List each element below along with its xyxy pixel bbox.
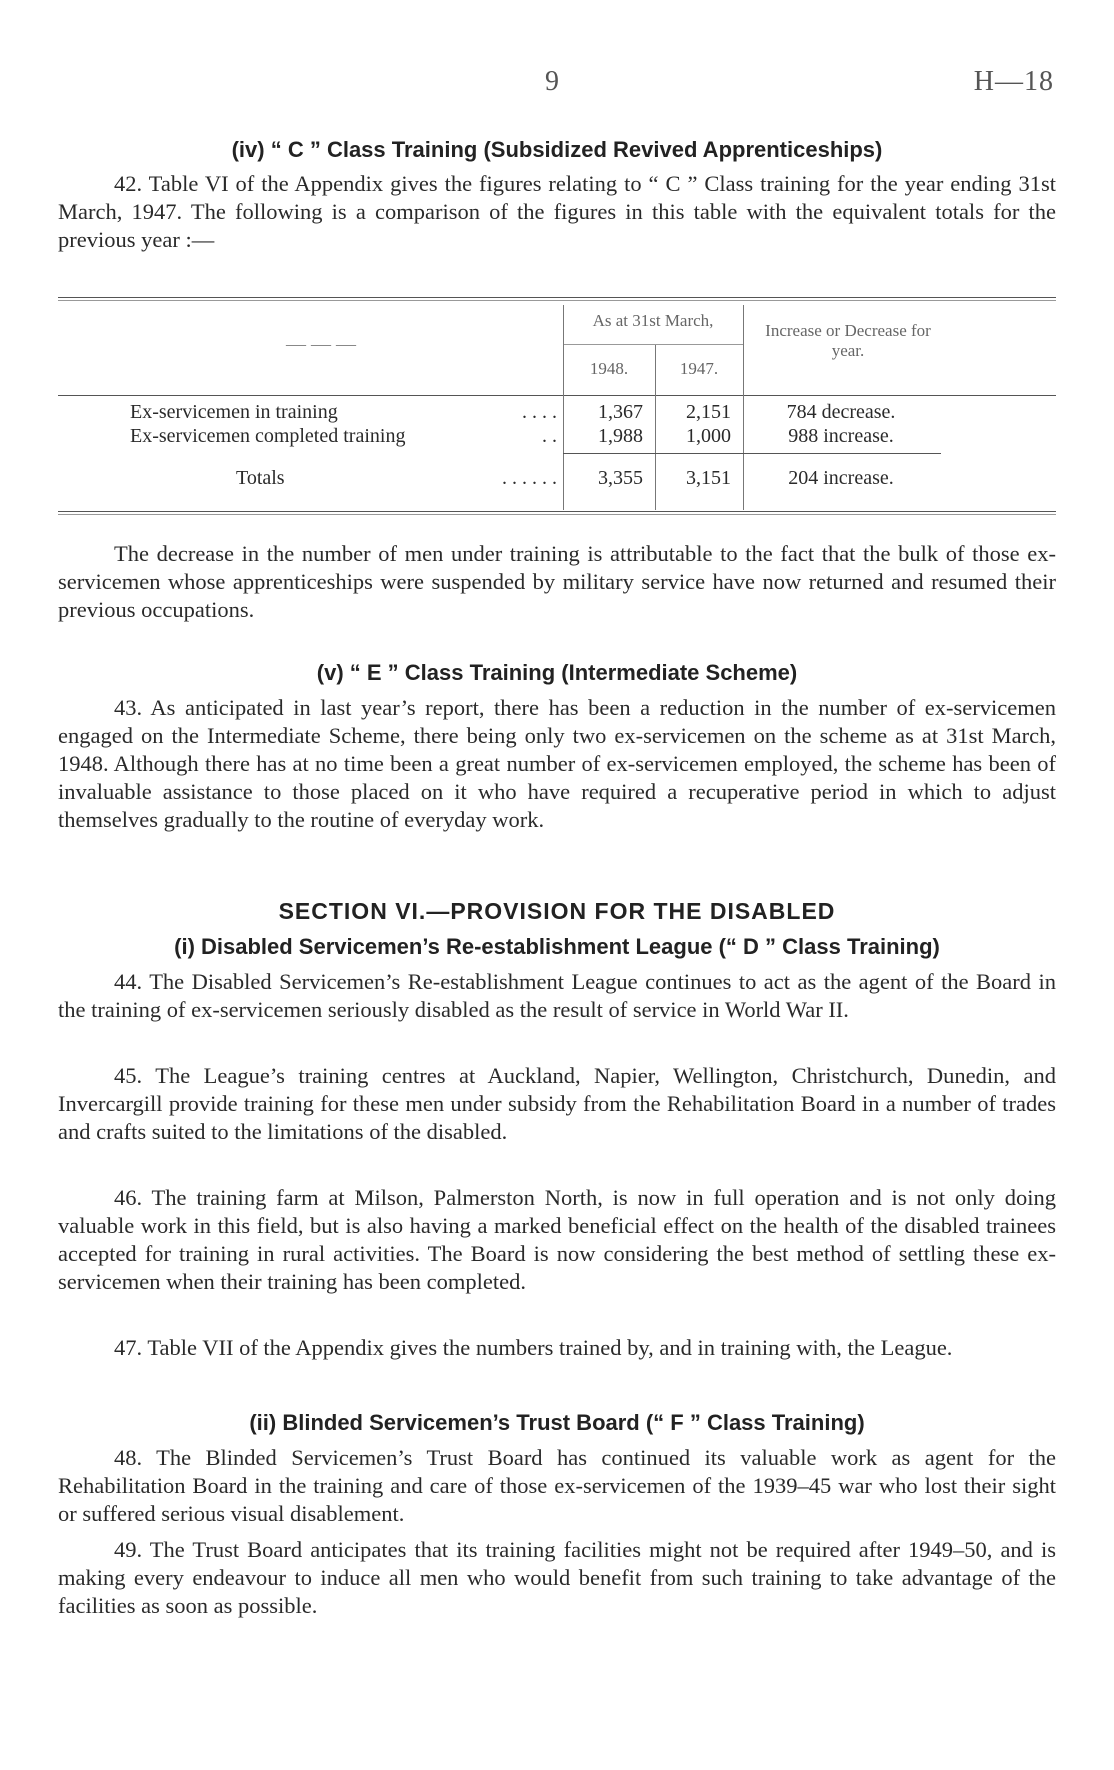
page-header [0,66,1114,102]
table-cell-1947: 2,151 [686,401,731,423]
heading-e-class-training: (v) “ E ” Class Training (Intermediate Scheme) [316,660,798,685]
table-top-rule-inner [58,300,1056,301]
table-cell-change: 988 increase. [788,425,894,447]
table-totals-change: 204 increase. [788,467,894,489]
table-totals-rule [563,453,941,454]
heading-section-vi: SECTION VI.—PROVISION FOR THE DISABLED [278,898,836,924]
paragraph-46: 46. The training farm at Milson, Palmerston North, is now in full operation and is not only doing valuable work in this field, but is also having a marked beneficial effect on the health of the disabled trainees accepted for training in rural activities. The Board is now considering the best method of settling these ex-servicemen when their training has been completed. [58,1185,1056,1294]
paragraph-after-table: The decrease in the number of men under training is attributable to the fact that the bulk of those ex-servicemen whose apprenticeships were suspended by military service have now returned and resumed their previous occupations. [58,541,1056,622]
table-cell-1948: 1,988 [598,425,643,447]
table-row-dots: . . . . [522,401,557,423]
table-cell-change: 784 decrease. [786,401,896,423]
table-header-rule [58,395,1056,396]
table-divider-3 [743,305,744,510]
heading-disabled-league: (i) Disabled Servicemen’s Re-establishment League (“ D ” Class Training) [174,934,940,959]
page-number: 9 [545,66,559,97]
heading-blinded-trust: (ii) Blinded Servicemen’s Trust Board (“ F ” Class Training) [249,1410,865,1435]
table-totals-dots: . . . . . . [502,467,557,489]
table-row-dots: . . [542,425,557,447]
table-cell-1948: 1,367 [598,401,643,423]
table-header-change: Increase or Decrease for year. [765,321,931,360]
table-row-label: Ex-servicemen completed training [130,425,406,447]
table-header-1948: 1948. [589,359,629,378]
paragraph-45: 45. The League’s training centres at Auckland, Napier, Wellington, Christchurch, Dunedin, and Invercargill provide training for these men under subsidy from the Rehabilitation Board in a number of trades and crafts suited to the limitations of the disabled. [58,1063,1056,1144]
paragraph-49: 49. The Trust Board anticipates that its training facilities might not be required after 1949–50, and is making every endeavour to induce all men who would benefit from such training to take advantage of the facilities as soon as possible. [58,1537,1056,1618]
table-bottom-rule-inner [58,514,1056,515]
table-row-label: Ex-servicemen in training [130,401,338,423]
table-totals-1948: 3,355 [598,467,643,489]
table-totals-1947: 3,151 [686,467,731,489]
table-cell-1947: 1,000 [686,425,731,447]
table-totals-label: Totals [236,467,285,489]
table-group-header: As at 31st March, [592,311,714,330]
document-reference: H—18 [973,66,1054,97]
paragraph-48: 48. The Blinded Servicemen’s Trust Board has continued its valuable work as agent for the Rehabilitation Board in the training and care of those ex-servicemen of the 1939–45 war who lost their sight or suffered serious visual disablement. [58,1445,1056,1526]
table-bottom-rule [58,511,1056,512]
paragraph-44: 44. The Disabled Servicemen’s Re-establishment League continues to act as the agent of the Board in the training of ex-servicemen seriously disabled as the result of service in World War II. [58,969,1056,1022]
table-stub-dash: — — — [286,333,356,355]
table-top-rule [58,297,1056,298]
heading-c-class-training: (iv) “ C ” Class Training (Subsidized Revived Apprenticeships) [231,137,883,162]
comparison-table [58,297,1056,515]
paragraph-42: 42. Table VI of the Appendix gives the figures relating to “ C ” Class training for the year ending 31st March, 1947. The following is a comparison of the figures in this table with the equivalent totals for the previous year :— [58,171,1056,252]
table-header-1947: 1947. [679,359,719,378]
table-group-rule [563,344,743,345]
paragraph-43: 43. As anticipated in last year’s report, there has been a reduction in the number of ex-servicemen engaged on the Intermediate Scheme, there being only two ex-servicemen on the scheme as at 31st March, 1948. Although there has at no time been a great number of ex-servicemen employed, the scheme has been of invaluable assistance to those placed on it who have required a recuperative period in which to adjust themselves gradually to the routine of everyday work. [58,695,1056,832]
paragraph-47: 47. Table VII of the Appendix gives the numbers trained by, and in training with, the League. [114,1335,953,1360]
